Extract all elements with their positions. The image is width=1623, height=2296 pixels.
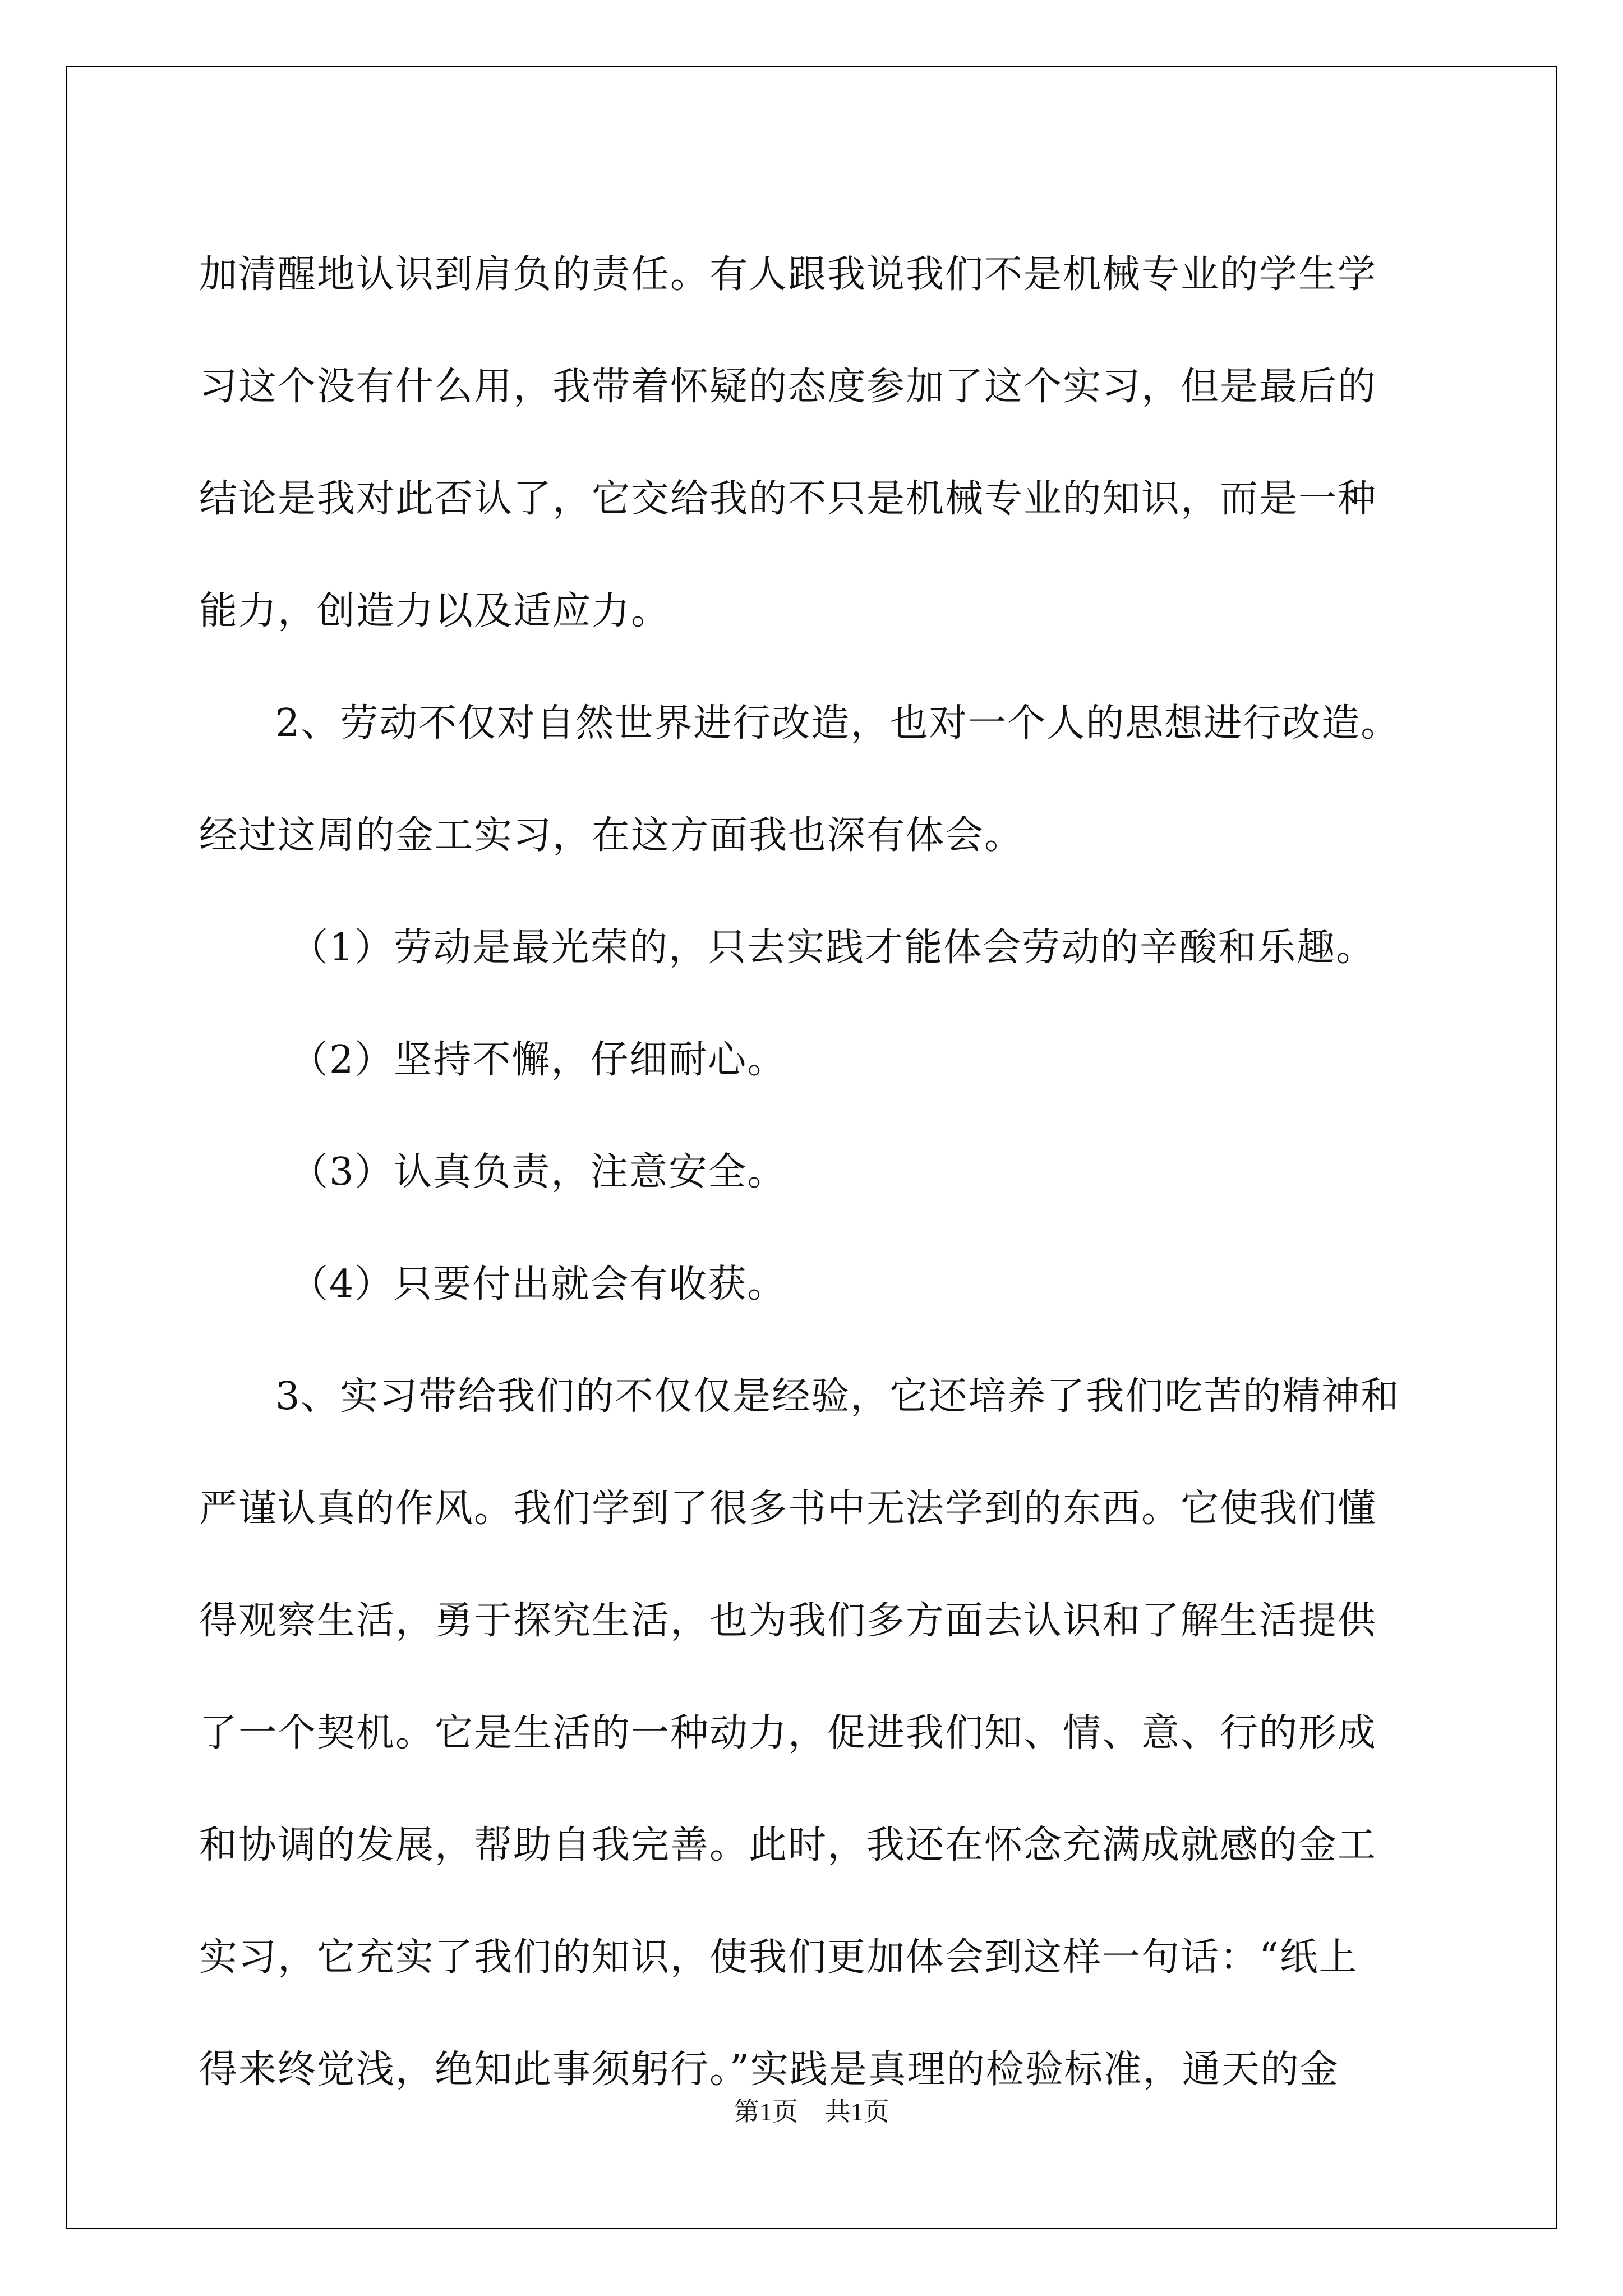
text-line: 得来终觉浅，绝知此事须躬行。”实践是真理的检验标准，通天的金: [199, 2047, 1339, 2092]
list-item-1: （1）劳动是最光荣的，只去实践才能体会劳动的辛酸和乐趣。: [290, 926, 1376, 970]
document-body: [199, 219, 1433, 2126]
page-number: 第1页: [734, 2097, 799, 2126]
text-line: 加清醒地认识到肩负的责任。有人跟我说我们不是机械专业的学生学: [199, 252, 1377, 297]
text-line: 实习，它充实了我们的知识，使我们更加体会到这样一句话：“纸上: [199, 1935, 1358, 1980]
text-line: 结论是我对此否认了，它交给我的不只是机械专业的知识，而是一种: [199, 477, 1377, 521]
text-line: 经过这周的金工实习，在这方面我也深有体会。: [199, 813, 1024, 858]
page-footer: [0, 2095, 1623, 2129]
page-total: 共1页: [824, 2097, 889, 2126]
text-line: 和协调的发展，帮助自我完善。此时，我还在怀念充满成就感的金工: [199, 1823, 1377, 1867]
paragraph-2-start: 2、劳动不仅对自然世界进行改造，也对一个人的思想进行改造。: [275, 701, 1400, 746]
text-line: 能力，创造力以及适应力。: [199, 589, 671, 633]
text-line: 严谨认真的作风。我们学到了很多书中无法学到的东西。它使我们懂: [199, 1487, 1377, 1531]
text-line: 得观察生活，勇于探究生活，也为我们多方面去认识和了解生活提供: [199, 1599, 1377, 1643]
list-item-2: （2）坚持不懈，仔细耐心。: [290, 1038, 787, 1082]
paragraph-3-start: 3、实习带给我们的不仅仅是经验，它还培养了我们吃苦的精神和: [275, 1374, 1400, 1419]
list-item-3: （3）认真负责，注意安全。: [290, 1150, 787, 1194]
text-line: 习这个没有什么用，我带着怀疑的态度参加了这个实习，但是最后的: [199, 365, 1377, 409]
list-item-4: （4）只要付出就会有收获。: [290, 1262, 787, 1306]
text-line: 了一个契机。它是生活的一种动力，促进我们知、情、意、行的形成: [199, 1711, 1377, 1755]
